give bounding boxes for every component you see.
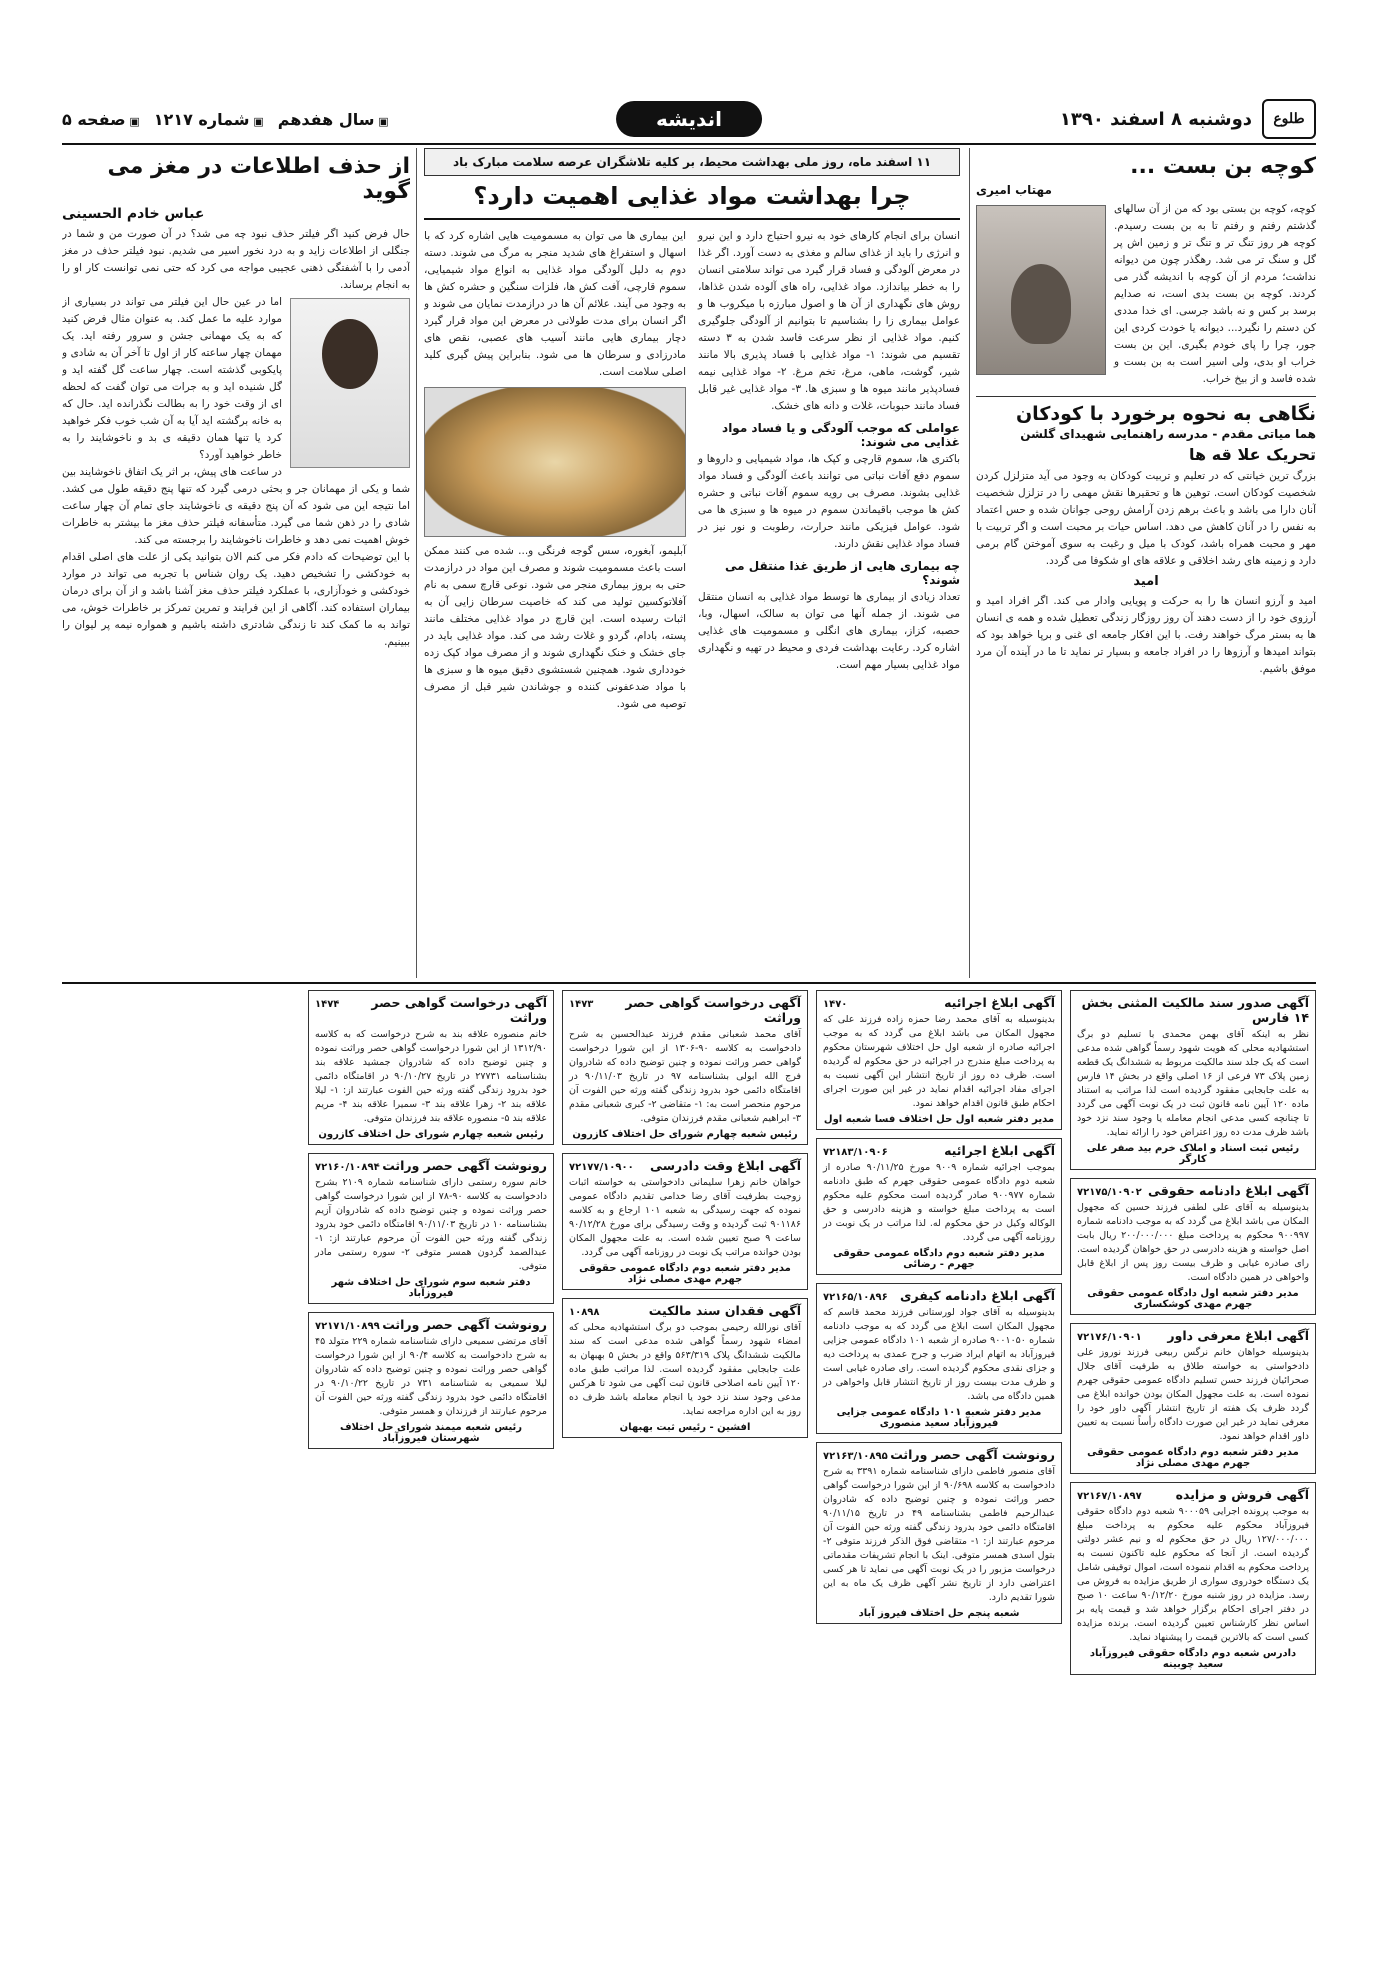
ad-number: ۷۲۱۷۵/۱۰۹۰۲	[1077, 1187, 1142, 1198]
ad-number: ۱۴۷۴	[315, 999, 340, 1010]
ad-signature: مدیر دفتر شعبه اول حل اختلاف فسا شعبه اول	[823, 1114, 1055, 1125]
article-column-left	[62, 148, 410, 978]
legal-ad	[816, 1442, 1062, 1624]
masthead-rule	[62, 143, 1316, 145]
ad-signature: مدیر دفتر شعبه دوم دادگاه عمومی حقوقی جهرم مهدی مصلی نژاد	[1087, 1447, 1299, 1469]
ads-column-3	[562, 990, 808, 1938]
legal-ad	[1070, 1323, 1316, 1474]
ad-body: بدینوسیله به آقای جواد لورستانی فرزند محمد قاسم که مجهول المکان است ابلاغ می گردد که به موجب دادنامه شماره ۹۰۰۱۰۵۰ صادره از شعبه ۱۰۱ دادگاه عمومی جزایی فیروزآباد به اتهام ایراد ضرب و جرح عمدی به پرداخت دیه و جزای نقدی محکوم گردیده است. رای صادره غیابی است و ظرف مدت بیست روز از تاریخ انتشار قابل واخواهی در همین دادگاه می باشد.	[823, 1307, 1055, 1402]
legal-ad	[1070, 990, 1316, 1170]
event-banner: ۱۱ اسفند ماه، روز ملی بهداشت محیط، بر کلیه تلاشگران عرصه سلامت مبارک باد	[424, 148, 960, 176]
ad-signature: رئیس ثبت اسناد و املاک خرم بید صفر علی کارگر	[1086, 1143, 1300, 1165]
article-title-brain: از حذف اطلاعات در مغز می گوید	[107, 154, 410, 204]
ad-title: آگهی ابلاغ دادنامه کیفری	[900, 1288, 1055, 1303]
ad-number: ۷۲۱۷۷/۱۰۹۰۰	[569, 1162, 634, 1173]
legal-ad	[562, 1298, 808, 1438]
author-photo	[290, 298, 410, 468]
ad-title: آگهی ابلاغ معرفی داور	[1167, 1328, 1309, 1343]
issue-number: ▣ شماره ۱۲۱۷	[154, 110, 264, 129]
article-body: تعداد زیادی از بیماری ها توسط مواد غذایی به انسان منتقل می شوند. از جمله آنها می توان به سالک، اسهال، وبا، حصبه، کزاز، بیماری های انگلی و مسمومیت های غذایی اشاره کرد. رعایت بهداشت فردی و محیط در تهیه و نگهداری مواد غذایی بسیار مهم است.	[698, 591, 960, 671]
ad-number: ۱۰۸۹۸	[569, 1307, 600, 1318]
article-title-kooche: کوچه بن بست ...	[1130, 154, 1316, 179]
ad-signature: دادرس شعبه دوم دادگاه حقوقی فیروزآباد سعید چوبینه	[1089, 1648, 1297, 1670]
ad-number: ۷۲۱۶۵/۱۰۸۹۶	[823, 1292, 888, 1303]
ad-signature: مدیر دفتر شعبه دوم دادگاه عمومی حقوقی جهرم مهدی مصلی نژاد	[579, 1263, 791, 1285]
ad-title: رونوشت آگهی حصر وراثت	[382, 1158, 547, 1173]
ad-title: آگهی درخواست گواهی حصر وراثت	[371, 995, 547, 1025]
ads-column-4	[308, 990, 554, 1938]
ad-title: آگهی فروش و مزایده	[1175, 1487, 1309, 1502]
ad-signature: دفتر شعبه سوم شورای حل اختلاف شهر فیروزآباد	[331, 1277, 531, 1299]
article-subheading: عواملی که موجب آلودگی و یا فساد مواد غذایی می شوند:	[722, 421, 960, 449]
article-subcolumn-left	[424, 228, 686, 713]
article-column-right	[976, 148, 1316, 978]
ad-number: ۷۲۱۶۰/۱۰۸۹۴	[315, 1162, 380, 1173]
legal-ad	[562, 1153, 808, 1290]
issue-info	[62, 110, 389, 129]
legal-ad	[1070, 1178, 1316, 1315]
column-divider	[416, 148, 417, 978]
ad-body: خانم منصوره علاقه بند به شرح درخواست که به کلاسه ۱۳۱۲/۹۰ از این شورا درخواست گواهی حصر وراثت نموده و چنین توضیح داده که شادروان جمشید علاقه بند بشناسنامه ۲۷۷۳۱ در تاریخ ۹۰/۱۰/۲۷ در اقامتگاه دائمی خود بدرود زندگی گفته ورثه حین الفوت عبارتند از: ۱- لیلا علاقه بند ۲- زهرا علاقه بند ۳- سمیرا علاقه بند ۴- مریم علاقه بند ۵- منصوره علاقه بند فرزندان متوفی.	[315, 1029, 547, 1124]
ad-body: خواهان خانم زهرا سلیمانی دادخواستی به خواسته اثبات زوجیت بطرفیت آقای رضا خدامی تقدیم دادگاه عمومی نموده که جهت رسیدگی به شعبه ۱۰۱ ارجاع و به کلاسه ۹۰۱۱۸۶ ثبت گردیده و وقت رسیدگی برای مورخ ۹۰/۱۲/۲۸ ساعت ۹ صبح تعیین شده است. به علت مجهول المکان بودن خوانده مراتب یک نوبت در روزنامه آگهی می گردد.	[569, 1177, 801, 1258]
ad-title: رونوشت آگهی حصر وراثت	[382, 1317, 547, 1332]
article-columns	[424, 228, 960, 713]
ad-number: ۷۲۱۷۶/۱۰۹۰۱	[1077, 1332, 1142, 1343]
article-subtitle: تحریک علا قه ها	[1189, 445, 1316, 464]
ad-body: بدینوسیله خواهان خانم نرگس ربیعی فرزند نوروز علی دادخواستی به خواسته طلاق به طرفیت آقای جلال صحرائیان فرزند حسن تسلیم دادگاه عمومی حقوقی جهرم نموده است. به علت مجهول المکان بودن خوانده ابلاغ می گردد ظرف یک هفته از تاریخ انتشار آگهی داور خود را معرفی نماید در غیر این صورت دادگاه رأساً نسبت به تعیین داور اقدام خواهد نمود.	[1077, 1347, 1309, 1442]
newspaper-logo[interactable]: طلوع	[1262, 99, 1316, 139]
ad-number: ۷۲۱۶۷/۱۰۸۹۷	[1077, 1491, 1142, 1502]
article-body: آبلیمو، آبغوره، سس گوجه فرنگی و... شده می کنند ممکن است باعث مسمومیت شوند و مصرف این مواد در درازمدت حتی به بروز بیماری منجر می شود. نوعی قارچ سمی به نام آفلاتوکسین تولید می کند که خاصیت سرطان زایی آن به اثبات رسیده است. این قارچ در مواد غذایی مختلف مانند پسته، بادام، گردو و غلات رشد می کند. مواد غذایی باید در جای خشک و خنک نگهداری شوند و از مصرف مواد کپک زده خودداری شود. همچنین شستشوی دقیق میوه ها و سبزی ها با مواد ضدعفونی کننده و جوشاندن شیر قبل از مصرف توصیه می شود.	[424, 545, 686, 710]
article-title-food-hygiene: چرا بهداشت مواد غذایی اهمیت دارد؟	[424, 182, 960, 220]
ad-signature: رئیس شعبه میمند شورای حل اختلاف شهرستان فیروزآباد	[339, 1422, 523, 1444]
ad-body: بدینوسیله به آقای علی لطفی فرزند حسین که مجهول المکان می باشد ابلاغ می گردد که به موجب دادنامه شماره ۹۰۰۹۹۷ محکوم به پرداخت مبلغ ۲۰۰/۰۰۰/۰۰۰ ریال بابت اصل خواسته و هزینه دادرسی در حق خواهان گردیده است. رای صادره غیابی و ظرف بیست روز پس از ابلاغ قابل واخواهی در همین دادگاه است.	[1077, 1202, 1309, 1283]
article-author: مهتاب امیری	[976, 183, 1052, 197]
ad-body: خانم سوره رستمی دارای شناسنامه شماره ۲۱۰۹ بشرح دادخواست به کلاسه ۹۰-۷۸ از این شورا درخواست گواهی حصر وراثت نموده و چنین توضیح داده که شادروان آزیم بشناسنامه ۱۰ در تاریخ ۹۰/۱۱/۰۳ اقامتگاه دائمی خود بدرود زندگی گفته ورثه حین الفوت آن مرحوم عبارتند از: ۱- عبدالصمد گردون همسر متوفی ۲- سوره رستمی مادر متوفی.	[315, 1177, 548, 1272]
article-column-center	[424, 148, 960, 978]
author-photo	[976, 205, 1106, 375]
ad-number: ۷۲۱۶۳/۱۰۸۹۵	[823, 1451, 888, 1462]
article-author: عباس خادم الحسینی	[62, 206, 205, 222]
ad-number: ۷۲۱۷۱/۱۰۸۹۹	[315, 1321, 380, 1332]
ad-title: آگهی صدور سند مالکیت المثنی بخش ۱۴ فارس	[1081, 995, 1309, 1025]
ad-title: رونوشت آگهی حصر وراثت	[890, 1447, 1055, 1462]
issue-date: دوشنبه ۸ اسفند ۱۳۹۰	[1059, 108, 1252, 130]
ad-number: ۱۴۷۳	[569, 999, 594, 1010]
legal-ad	[816, 1138, 1062, 1275]
sandwich-photo	[424, 387, 686, 537]
article-body: انسان برای انجام کارهای خود به نیرو احتیاج دارد و این نیرو و انرژی را باید از غذای سالم و مغذی به دست آورد. اگر غذا در معرض آلودگی و فساد قرار گیرد می تواند سلامتی انسان را به خطر بیاندازد. مواد غذایی، راه های آلوده شدن غذاها، روش های نگهداری از آن ها و اصول مبارزه با میکروب ها و عوامل بیماری زا را بشناسیم تا بتوانیم از آلودگی جلوگیری کنیم. مواد غذایی از نظر سرعت فاسد شدن به ۳ دسته تقسیم می شوند: ۱- مواد غذایی با فساد پذیری بالا مانند شیر، گوشت، ماهی، مرغ، تخم مرغ. ۲- مواد غذایی نیمه فسادپذیر مانند میوه ها و سبزی ها. ۳- مواد غذایی غیر قابل فساد مانند حبوبات، غلات و دانه های خشک.	[698, 230, 960, 412]
masthead	[62, 95, 1316, 143]
legal-ad	[308, 1153, 554, 1304]
masthead-right	[1060, 99, 1316, 139]
ad-body: بموجب اجرائیه شماره ۹۰۰۹ مورخ ۹۰/۱۱/۲۵ صادره از شعبه دوم دادگاه عمومی حقوقی جهرم که طبق دادنامه شماره ۹۰۰۹۷۷ صادر گردیده است محکوم علیه محکوم است به پرداخت مبلغ خواسته و هزینه دادرسی و حق الوکاله وکیل در حق محکوم له. لذا مراتب در یک نوبت در روزنامه آگهی می گردد.	[823, 1162, 1055, 1243]
ad-title: آگهی ابلاغ اجرائیه	[944, 995, 1055, 1010]
ad-signature: مدیر دفتر شعبه اول دادگاه عمومی حقوقی جهرم مهدی کوشکساری	[1087, 1288, 1299, 1310]
articles-area	[62, 148, 1316, 978]
ad-number: ۱۴۷۰	[823, 999, 848, 1010]
ad-body: آقای منصور فاطمی دارای شناسنامه شماره ۳۳۹۱ به شرح دادخواست به کلاسه ۹۰/۶۹۸ از این شورا درخواست گواهی حصر وراثت نموده و چنین توضیح داده که شادروان عبدالرحیم فاطمی بشناسنامه ۴۹ در تاریخ ۹۰/۱۱/۱۵ اقامتگاه دائمی خود بدرود زندگی گفته ورثه حین الفوت آن مرحوم عبارتند از: ۱- متقاضی فوق الذکر فرزند متوفی ۲- بتول اسدی همسر متوفی. اینک با انجام تشریفات مقدماتی درخواست مزبور را در یک نوبت آگهی می نماید تا هر کسی اعتراضی دارد از تاریخ نشر آگهی ظرف یک ماه به این شورا تقدیم دارد.	[823, 1466, 1056, 1603]
article-body: اما در عین حال این فیلتر می تواند در بسیاری از موارد علیه ما عمل کند. به عنوان مثال فرض کنید که به یک مهمانی جشن و سرور رفته اید. یک مهمان چهار ساعته کار از اول تا آخر آن به شادی و پایکوبی گذشته است. چهار ساعت گل گفته اید و گل شنیده اید و به جرات می توان گفت که لحظه ای از وقت خود را به بطالت نگذرانده اید. حال که به خانه برگشته اید آیا به آن شب خوب فکر خواهید کرد یا تنها همان دقیقه ی بد و ناخوشایند را به خاطر خواهید آورد؟	[62, 296, 282, 461]
ad-body: به موجب پرونده اجرایی ۹۰۰۰۵۹ شعبه دوم دادگاه حقوقی فیروزآباد محکوم علیه محکوم به پرداخت مبلغ ۱۲۷/۰۰۰/۰۰۰ ریال در حق محکوم له و نیم عشر دولتی گردیده است. از آنجا که محکوم علیه تاکنون نسبت به پرداخت محکوم به اقدام ننموده است، اموال توقیفی شامل یک دستگاه خودروی سواری از طریق مزایده به فروش می رسد. مزایده در روز شنبه مورخ ۹۰/۱۲/۲۰ ساعت ۱۰ صبح در دفتر اجرای احکام برگزار خواهد شد و قیمت پایه بر اساس نظر کارشناس تعیین گردیده است. برنده مزایده کسی است که بالاترین قیمت را پیشنهاد نماید.	[1077, 1506, 1309, 1643]
ad-signature: شعبه پنجم حل اختلاف فیروز آباد	[858, 1608, 1020, 1619]
legal-ad	[1070, 1482, 1316, 1675]
ads-rule	[62, 982, 1316, 984]
column-divider	[969, 148, 970, 978]
article-title-children: نگاهی به نحوه برخورد با کودکان	[976, 396, 1316, 425]
ad-signature: مدیر دفتر شعبه دوم دادگاه عمومی حقوقی جهرم - رضائی	[833, 1248, 1045, 1270]
ads-column-1	[1070, 990, 1316, 1938]
year-label: ▣ سال هفدهم	[278, 110, 389, 129]
article-body-2: بزرگ ترین خیانتی که در تعلیم و تربیت کودکان به وجود می آید متزلزل کردن شخصیت کودکان است. توهین ها و تحقیرها نقش مهمی را در تزلزل شخصیت آنان دارا می باشد و باعث برهم زدن آرامش روحی جوانان شده و حس اعتماد به نفس را در آنان کاهش می دهد. اساس حیات بر محبت است و اگر تربیت با مهر و محبت همراه باشد، کودک با میل و رغبت به سوی آموختن گام برمی دارد و زمینه های رشد اخلاقی و علاقه های او شکوفا می گردد.	[976, 470, 1316, 567]
legal-ad	[308, 990, 554, 1145]
ad-title: آگهی ابلاغ وقت دادرسی	[650, 1158, 801, 1173]
ad-title: آگهی درخواست گواهی حصر وراثت	[625, 995, 801, 1025]
ad-body: آقای محمد شعبانی مقدم فرزند عبدالحسین به شرح دادخواست به کلاسه ۹۰-۱۳۰۶ از این شورا درخواست گواهی حصر وراثت نموده و چنین توضیح داده که شادروان فرج الله ابولی بشناسنامه ۹۷ در تاریخ ۹۰/۱۱/۰۳ در اقامتگاه دائمی خود بدرود زندگی گفته ورثه حین الفوت آن مرحوم منحصر است به: ۱- متقاضی ۲- کبری شعبانی مقدم ۳- ابراهیم شعبانی مقدم فرزندان متوفی.	[569, 1029, 802, 1124]
ad-signature: رئیس شعبه چهارم شورای حل اختلاف کازرون	[572, 1129, 798, 1140]
ads-column-2	[816, 990, 1062, 1938]
article-subheading: چه بیماری هایی از طریق غذا منتقل می شوند؟	[724, 559, 960, 587]
article-body: با این توضیحات که دادم فکر می کنم الان بتوانید یکی از علت های اصلی اقدام به خودکشی را تشخیص دهید. یک روان شناس با تجربه می تواند در موارد خودکشی و خودآزاری، با عملکرد فیلتر حذف مغز آشنا باشد و از آن برای درمان بیماران استفاده کند. آگاهی از این فرایند و تمرین تمرکز بر خاطرات خوش، می تواند به ما کمک کند تا زندگی شادتری داشته باشیم و همواره نیمه پر لیوان را ببینیم.	[62, 551, 410, 648]
ad-body: آقای مرتضی سمیعی دارای شناسنامه شماره ۲۲۹ متولد ۴۵ به شرح دادخواست به کلاسه ۹۰/۴ از این شورا درخواست گواهی حصر وراثت نموده و چنین توضیح داده که شادروان لیلا سمیعی به شناسنامه ۷۳۱ در تاریخ ۹۰/۱۰/۲۲ در اقامتگاه دائمی خود بدرود زندگی گفته ورثه حین الفوت آن مرحوم عبارتند از فرزندان و همسر متوفی.	[315, 1336, 547, 1417]
article-body: این بیماری ها می توان به مسمومیت هایی اشاره کرد که با اسهال و استفراغ های شدید منجر به مرگ می شوند. دسته دوم به دلیل آلودگی مواد غذایی به انواع مواد شیمیایی، سموم قارچی، آفت کش ها، فلزات سنگین و حشره کش ها به وجود می آیند. علائم آن ها در درازمدت نمایان می شوند و اگر انسان برای مدت طولانی در معرض این مواد قرار گیرد دچار بیماری هایی مانند آسیب های عصبی، نقص های مادرزادی و سرطان ها می شود. بنابراین پیش گیری کلید اصلی سلامت است.	[424, 230, 686, 378]
article-author-2: هما میاتی مقدم - مدرسه راهنمایی شهیدای گلشن	[1020, 427, 1316, 441]
section-heading-hope: امید	[1133, 574, 1159, 589]
legal-ads-area	[62, 990, 1316, 1938]
legal-ad	[562, 990, 808, 1145]
article-subcolumn-right	[698, 228, 960, 713]
ad-title: آگهی ابلاغ اجرائیه	[944, 1143, 1055, 1158]
section-title: اندیشه	[616, 101, 762, 137]
article-body: در ساعت های پیش، بر اثر یک اتفاق ناخوشایند بین شما و یکی از مهمانان جر و بحثی درمی گیرد که تنها پنج دقیقه طول می کشد. اما نتیجه این می شود که آن پنج دقیقه ی ناخوشایند جای تمام آن چهار ساعت شادی را در ذهن شما می گیرد. متأسفانه فیلتر حذف مغز ما بیشتر به خاطرات خوش اهمیت نمی دهد و خاطرات ناخوشایند را برجسته می کند.	[62, 466, 410, 546]
article-body: باکتری ها، سموم قارچی و کپک ها، مواد شیمیایی و داروها و سموم دفع آفات نباتی می توانند باعث آلودگی و فساد مواد غذایی بشوند. مصرف بی رویه سموم آفات نباتی و حشره کش ها موجب باقیماندن سموم در میوه ها و سبزی ها می شود. عوامل فیزیکی مانند حرارت، رطوبت و نور نیز در فساد مواد غذایی نقش دارند.	[698, 453, 960, 550]
legal-ad	[816, 1283, 1062, 1434]
article-body: حال فرض کنید اگر فیلتر حذف نبود چه می شد؟ در آن صورت من و شما در جنگلی از اطلاعات زاید و به درد نخور اسیر می شدیم. نبود فیلتر حذف در مغز آدمی را با آشفتگی ذهنی عجیبی مواجه می کرد که حتی نمی توانست کار او را به انجام برساند.	[62, 228, 410, 291]
ad-signature: مدیر دفتر شعبه ۱۰۱ دادگاه عمومی جزایی فیروزآباد سعید منصوری	[836, 1407, 1042, 1429]
legal-ad	[816, 990, 1062, 1130]
article-body-3: امید و آرزو انسان ها را به حرکت و پویایی وادار می کند. اگر افراد امید و آرزوی خود را از دست دهند آن روز روزگار زندگی تعطیل شده و همه ی انسان ها به بستر مرگ خواهند رفت. با این افکار جامعه ای غنی و برپا خواهد بود که بتواند امیدها و آرزوها را در افراد جامعه و بسیار تر نماید تا ما در آینده آن مرد موفق باشیم.	[976, 595, 1316, 675]
ad-title: آگهی ابلاغ دادنامه حقوقی	[1147, 1183, 1309, 1198]
article-body: کوچه، کوچه بن بستی بود که من از آن سالهای گذشتم رفتم و رفتم تا به بن بست رسیدم. کوچه هر روز تنگ تر و تنگ تر و زمین اش پر گل و سنگ تر می شد. رهگذر چون من دیوانه نداشت؛ مردم از آن کوچه با اندیشه گذر می کردند. کوچه بن بست بدی است، نه صدایم برسد بر کس و نه باشد جرسی. ای خدا مددی کن دستم را نگیرد... دیوانه یا خودت کردی این جور، چرا را پای خودم بگیری. این بن بست خراب او بدی، ولی اسیر است به بن بست و شده فاسد و از بیخ خراب.	[1114, 203, 1316, 385]
ad-signature: رئیس شعبه چهارم شورای حل اختلاف کازرون	[318, 1129, 544, 1140]
ad-body: نظر به اینکه آقای بهمن محمدی با تسلیم دو برگ استشهادیه محلی که هویت شهود رسماً گواهی شده مدعی است که یک جلد سند مالکیت مربوط به ششدانگ یک قطعه زمین پلاک ۷۳ فرعی از ۱۶ اصلی واقع در بخش ۱۴ فارس به علت جابجایی مفقود گردیده است لذا مراتب به استناد ماده ۱۲۰ آیین نامه قانون ثبت در یک نوبت آگهی می گردد تا چنانچه کسی مدعی انجام معامله یا وجود سند نزد خود باشد ظرف مدت ده روز اعتراض خود را ارائه نماید.	[1077, 1029, 1310, 1138]
ad-body: بدینوسیله به آقای محمد رضا حمزه زاده فرزند علی که مجهول المکان می باشد ابلاغ می گردد که به موجب اجرائیه صادره از شعبه اول حل اختلاف شهرستان محکوم به پرداخت مبلغ مندرج در اجرائیه در حق محکوم له گردیده است. ظرف ده روز از تاریخ انتشار این آگهی نسبت به اجرای مفاد اجرائیه اقدام نماید در غیر این صورت اجرای احکام طبق قانون اقدام خواهد نمود.	[823, 1014, 1055, 1109]
ad-number: ۷۲۱۸۳/۱۰۹۰۶	[823, 1147, 888, 1158]
page-number: ▣ صفحه ۵	[62, 110, 140, 129]
ad-signature: افشین - رئیس ثبت بهبهان	[619, 1422, 751, 1433]
ad-body: آقای نورالله رحیمی بموجب دو برگ استشهادیه محلی که امضاء شهود رسماً گواهی شده مدعی است که سند مالکیت ششدانگ پلاک ۵۶۳/۳۱۹ واقع در بخش ۵ بهبهان به علت جابجایی مفقود گردیده است. لذا مراتب طبق ماده ۱۲۰ آیین نامه اصلاحی قانون ثبت آگهی می شود تا هرکس مدعی وجود سند نزد خود یا انجام معامله باشد ظرف ده روز به این اداره مراجعه نماید.	[569, 1322, 801, 1417]
legal-ad	[308, 1312, 554, 1449]
ad-title: آگهی فقدان سند مالکیت	[648, 1303, 801, 1318]
